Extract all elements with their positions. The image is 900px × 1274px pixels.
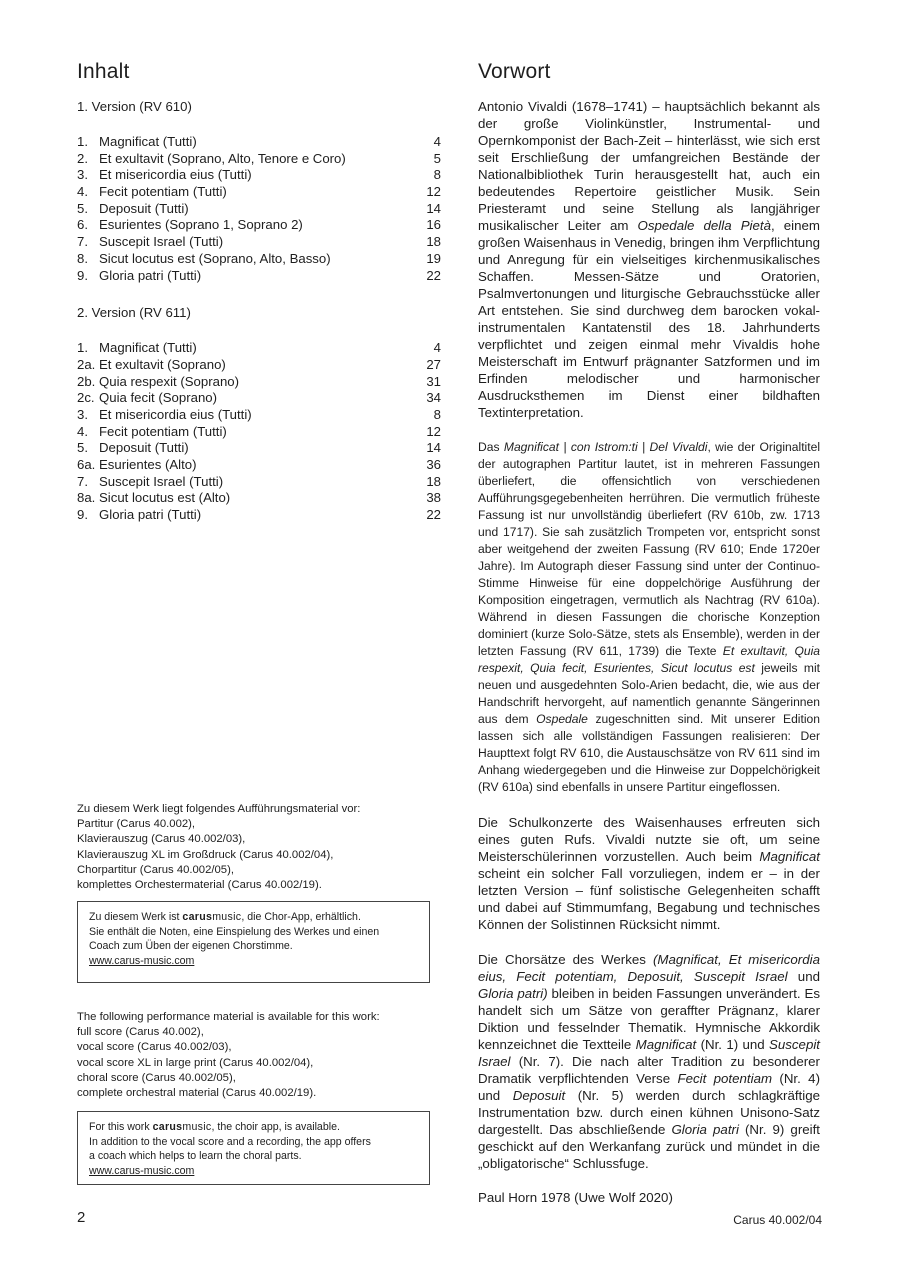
catalog-number: Carus 40.002/04 xyxy=(733,1213,822,1227)
material-list-de xyxy=(77,802,441,893)
toc-entry-title: Sicut locutus est (Alto) xyxy=(99,490,231,506)
app-info-line: a coach which helps to learn the choral parts. xyxy=(89,1150,302,1163)
material-line: full score (Carus 40.002), xyxy=(77,1026,204,1039)
toc-entry[interactable] xyxy=(77,374,441,391)
toc-entry-title: Gloria patri (Tutti) xyxy=(99,507,202,523)
app-info-box-en xyxy=(77,1111,430,1185)
toc-entry-page: 19 xyxy=(426,250,441,266)
toc-entry-title: Magnificat (Tutti) xyxy=(99,134,197,149)
material-line: vocal score XL in large print (Carus 40.002/04), xyxy=(77,1056,314,1069)
toc-entry-title: Et misericordia eius (Tutti) xyxy=(99,167,252,183)
toc-entry-page: 16 xyxy=(426,217,441,233)
page-number: 2 xyxy=(77,1209,86,1226)
toc-entry-title: Suscepit Israel (Tutti) xyxy=(99,234,224,250)
toc-entry-number: 6a. xyxy=(77,457,96,472)
toc-entry[interactable] xyxy=(77,201,441,218)
toc-entry-number: 5. xyxy=(77,200,88,216)
toc-entry[interactable] xyxy=(77,490,441,507)
material-line: Chorpartitur (Carus 40.002/05), xyxy=(77,863,234,876)
toc-entry-number: 8a. xyxy=(77,490,96,506)
material-line: Klavierauszug XL im Großdruck (Carus 40.002/04), xyxy=(77,848,334,861)
material-line: Klavierauszug (Carus 40.002/03), xyxy=(77,833,246,846)
toc-entry[interactable] xyxy=(77,167,441,184)
toc-entry-number: 4. xyxy=(77,423,88,439)
toc-entry[interactable] xyxy=(77,217,441,234)
toc-entry-page: 4 xyxy=(433,340,441,356)
version1-toc xyxy=(77,134,441,284)
material-list-en xyxy=(77,1010,441,1101)
material-line: complete orchestral material (Carus 40.002/19). xyxy=(77,1087,317,1100)
toc-entry[interactable] xyxy=(77,457,441,474)
foreword-paragraph-4: Die Chorsätze des Werkes (Magnificat, Et misericordia eius, Fecit potentiam, Deposuit, Suscepit Israel und Gloria patri) bleiben in beiden Fassungen unverändert. Es handelt sich um Sätze von geraffter Prägnanz, klarer Diktion und fesselnder Thematik. Hymnische Akkordik kennzeichnet die Textteile Magnificat (Nr. 1) und Suscepit Israel (Nr. 7). Die nach alter Tradition zu besonderer Dramatik verpflichtenden Verse Fecit potentiam (Nr. 4) und Deposuit (Nr. 5) werden durch schlagkräftige Instrumentation bzw. durch einen kühnen Unisono-Satz dargestellt. Das abschließende Gloria patri (Nr. 9) greift geschickt auf den Werkanfang zurück und mündet in die „obligatorische“ Schlussfuge. xyxy=(478,952,821,1171)
toc-entry-title: Esurientes (Soprano 1, Soprano 2) xyxy=(99,217,303,233)
material-line: The following performance material is available for this work: xyxy=(77,1011,380,1023)
toc-entry-page: 31 xyxy=(426,373,441,389)
app-info-line: Zu diesem Werk ist carusmusic, die Chor-App, erhältlich. xyxy=(89,911,361,923)
toc-entry-title: Suscepit Israel (Tutti) xyxy=(99,473,224,489)
toc-entry-number: 3. xyxy=(77,167,88,183)
toc-entry[interactable] xyxy=(77,407,441,424)
app-info-line: For this work carusmusic, the choir app, is available. xyxy=(89,1121,340,1133)
toc-entry[interactable] xyxy=(77,268,441,285)
toc-entry-page: 38 xyxy=(426,490,441,506)
toc-entry-page: 18 xyxy=(426,234,441,250)
toc-entry-page: 12 xyxy=(426,184,441,200)
carus-music-logo: carusmusic xyxy=(182,911,242,923)
version2-label: 2. Version (RV 611) xyxy=(77,305,191,321)
contents-column xyxy=(77,60,441,544)
foreword-paragraph-2: Das Magnificat | con Istrom:ti | Del Vivaldi, wie der Originaltitel der autographen Partitur lautet, ist in mehreren Fassungen überliefert, die offensichtlich von verschiedenen Aufführungsgegebenheiten herrühren. Die vermutlich früheste Fassung ist nur unvollständig überliefert (RV 610b, zw. 1713 und 1717). Sie sah zusätzlich Trompeten vor, entspricht sonst aber weitgehend der zweiten Fassung (RV 610; Ende 1720er Jahre). Im Autograph dieser Fassung sind unter der Continuo-Stimme Hinweise für eine doppelchörige Ausführung der Komposition eingetragen, vermutlich als Nachtrag (RV 610a). Während in diesen Fassungen die chorische Konzeption dominiert (kurze Solo-Sätze, stets als Ensemble), werden in der letzten Fassung (RV 611, 1739) die Texte Et exultavit, Quia respexit, Quia fecit, Esurientes, Sicut locutus est jeweils mit neuen und ausgedehnten Solo-Arien bedacht, die, wie aus der Handschrift hervorgeht, auf namentlich genannte Sängerinnen aus dem Ospedale zugeschnitten sind. Mit unserer Edition lassen sich alle vollständigen Fassungen realisieren: Der Haupttext folgt RV 610, die Austauschsätze von RV 611 sind im Anhang wiedergegeben und die Hinweise zur Doppelchörigkeit (RV 610a) sind ebenfalls in unsere Partitur eingeflossen. xyxy=(478,440,821,794)
toc-entry-number: 6. xyxy=(77,217,88,233)
toc-entry-title: Et exultavit (Soprano) xyxy=(99,356,226,372)
toc-entry-page: 22 xyxy=(426,267,441,283)
toc-entry-page: 34 xyxy=(426,390,441,406)
toc-entry-number: 9. xyxy=(77,267,88,283)
app-info-line: Coach zum Üben der eigenen Chorstimme. xyxy=(89,940,293,953)
toc-entry-number: 7. xyxy=(77,473,88,489)
toc-entry-number: 5. xyxy=(77,440,88,456)
foreword-heading: Vorwort xyxy=(478,60,551,83)
toc-entry-number: 2b. xyxy=(77,373,96,389)
toc-entry-page: 4 xyxy=(433,134,441,149)
toc-entry[interactable] xyxy=(77,340,441,357)
toc-entry-page: 5 xyxy=(433,150,441,166)
toc-entry-number: 4. xyxy=(77,184,88,200)
version2-toc xyxy=(77,340,441,524)
foreword-signature: Paul Horn 1978 (Uwe Wolf 2020) xyxy=(478,1190,673,1205)
app-info-box-de xyxy=(77,901,430,983)
toc-entry-title: Gloria patri (Tutti) xyxy=(99,267,202,283)
carus-music-link[interactable]: www.carus-music.com xyxy=(89,1164,195,1177)
toc-entry-title: Et misericordia eius (Tutti) xyxy=(99,406,252,422)
toc-entry-number: 9. xyxy=(77,507,88,523)
toc-entry-title: Sicut locutus est (Soprano, Alto, Basso) xyxy=(99,250,331,266)
toc-entry-number: 2. xyxy=(77,150,88,166)
material-line: vocal score (Carus 40.002/03), xyxy=(77,1041,232,1054)
toc-entry-page: 14 xyxy=(426,440,441,456)
toc-entry[interactable] xyxy=(77,357,441,374)
toc-entry-page: 12 xyxy=(426,423,441,439)
toc-entry-number: 8. xyxy=(77,250,88,266)
toc-entry-title: Fecit potentiam (Tutti) xyxy=(99,184,227,200)
app-info-line: In addition to the vocal score and a recording, the app offers xyxy=(89,1135,371,1148)
toc-entry[interactable] xyxy=(77,251,441,268)
toc-entry-page: 27 xyxy=(426,356,441,372)
toc-entry-title: Et exultavit (Soprano, Alto, Tenore e Coro) xyxy=(99,150,346,166)
material-line: Partitur (Carus 40.002), xyxy=(77,818,196,831)
material-line: choral score (Carus 40.002/05), xyxy=(77,1071,236,1084)
toc-entry[interactable] xyxy=(77,134,441,151)
material-line: Zu diesem Werk liegt folgendes Aufführungsmaterial vor: xyxy=(77,803,361,815)
toc-entry-number: 2c. xyxy=(77,390,95,406)
toc-entry-title: Esurientes (Alto) xyxy=(99,457,197,472)
toc-entry[interactable] xyxy=(77,474,441,491)
material-line: komplettes Orchestermaterial (Carus 40.002/19). xyxy=(77,879,322,892)
toc-entry-page: 14 xyxy=(426,200,441,216)
toc-entry-number: 2a. xyxy=(77,356,96,372)
toc-entry-number: 1. xyxy=(77,134,88,149)
toc-entry-page: 8 xyxy=(433,406,441,422)
foreword-column xyxy=(478,60,820,1205)
toc-entry[interactable] xyxy=(77,440,441,457)
toc-entry-title: Quia fecit (Soprano) xyxy=(99,390,218,406)
foreword-paragraph-3: Die Schulkonzerte des Waisenhauses erfreuten sich eines guten Rufs. Vivaldi nutzte sie oft, um seine Meisterschülerinnen vorzustellen. Auch beim Magnificat scheint ein solcher Fall vorzuliegen, indem er – in der letzten Version – fünf solistische Gelegenheiten schafft und dabei auf Stimmumfang, Begabung und technisches Können der Solistinnen Rücksicht nimmt. xyxy=(478,815,820,932)
toc-entry[interactable] xyxy=(77,234,441,251)
carus-music-link[interactable]: www.carus-music.com xyxy=(89,954,195,967)
toc-entry-page: 22 xyxy=(426,507,441,523)
toc-entry[interactable] xyxy=(77,151,441,168)
carus-music-logo: carusmusic xyxy=(152,1121,212,1133)
toc-entry-number: 3. xyxy=(77,406,88,422)
toc-entry-title: Magnificat (Tutti) xyxy=(99,340,197,356)
toc-entry-title: Quia respexit (Soprano) xyxy=(99,373,240,389)
toc-entry[interactable] xyxy=(77,424,441,441)
contents-heading: Inhalt xyxy=(77,60,130,83)
app-info-line: Sie enthält die Noten, eine Einspielung des Werkes und einen xyxy=(89,925,380,938)
toc-entry[interactable] xyxy=(77,184,441,201)
toc-entry-page: 8 xyxy=(433,167,441,183)
toc-entry-page: 36 xyxy=(426,457,441,472)
toc-entry-number: 7. xyxy=(77,234,88,250)
toc-entry-title: Fecit potentiam (Tutti) xyxy=(99,423,227,439)
toc-entry-title: Deposuit (Tutti) xyxy=(99,200,189,216)
toc-entry-title: Deposuit (Tutti) xyxy=(99,440,189,456)
toc-entry-number: 1. xyxy=(77,340,88,356)
toc-entry[interactable] xyxy=(77,507,441,524)
foreword-paragraph-1: Antonio Vivaldi (1678–1741) – hauptsächlich bekannt als der große Violinkünstler, Instrumental- und Opernkomponist der Bach-Zeit – hinterlässt, wie sich erst seit Erschließung der umfangreichen Bestände der Nationalbibliothek Turin herausgestellt hat, auch ein bedeutendes Repertoire geistlicher Musik. Sein Priesteramt und seine Stellung als langjähriger musikalischer Leiter am Ospedale della Pietà, einem großen Waisenhaus in Venedig, bringen ihm Verpflichtung und Anregung für ein vielseitiges kirchenmusikalisches Schaffen. Messen-Sätze und Oratorien, Psalmvertonungen und liturgische Gebrauchsstücke aller Art entstehen. Sie sind durchweg dem barocken vokal-instrumentalen Kantatenstil des 18. Jahrhunderts verpflichtet und zeigen einmal mehr Vivaldis hohe Meisterschaft im Entwurf prägnanter Satzformen und im Erfinden melodischer und harmonischer Ausdrucksthemen im Dienst einer bildhaften Textinterpretation. xyxy=(478,99,820,420)
toc-entry-page: 18 xyxy=(426,473,441,489)
toc-entry[interactable] xyxy=(77,390,441,407)
version1-label: 1. Version (RV 610) xyxy=(77,99,192,114)
